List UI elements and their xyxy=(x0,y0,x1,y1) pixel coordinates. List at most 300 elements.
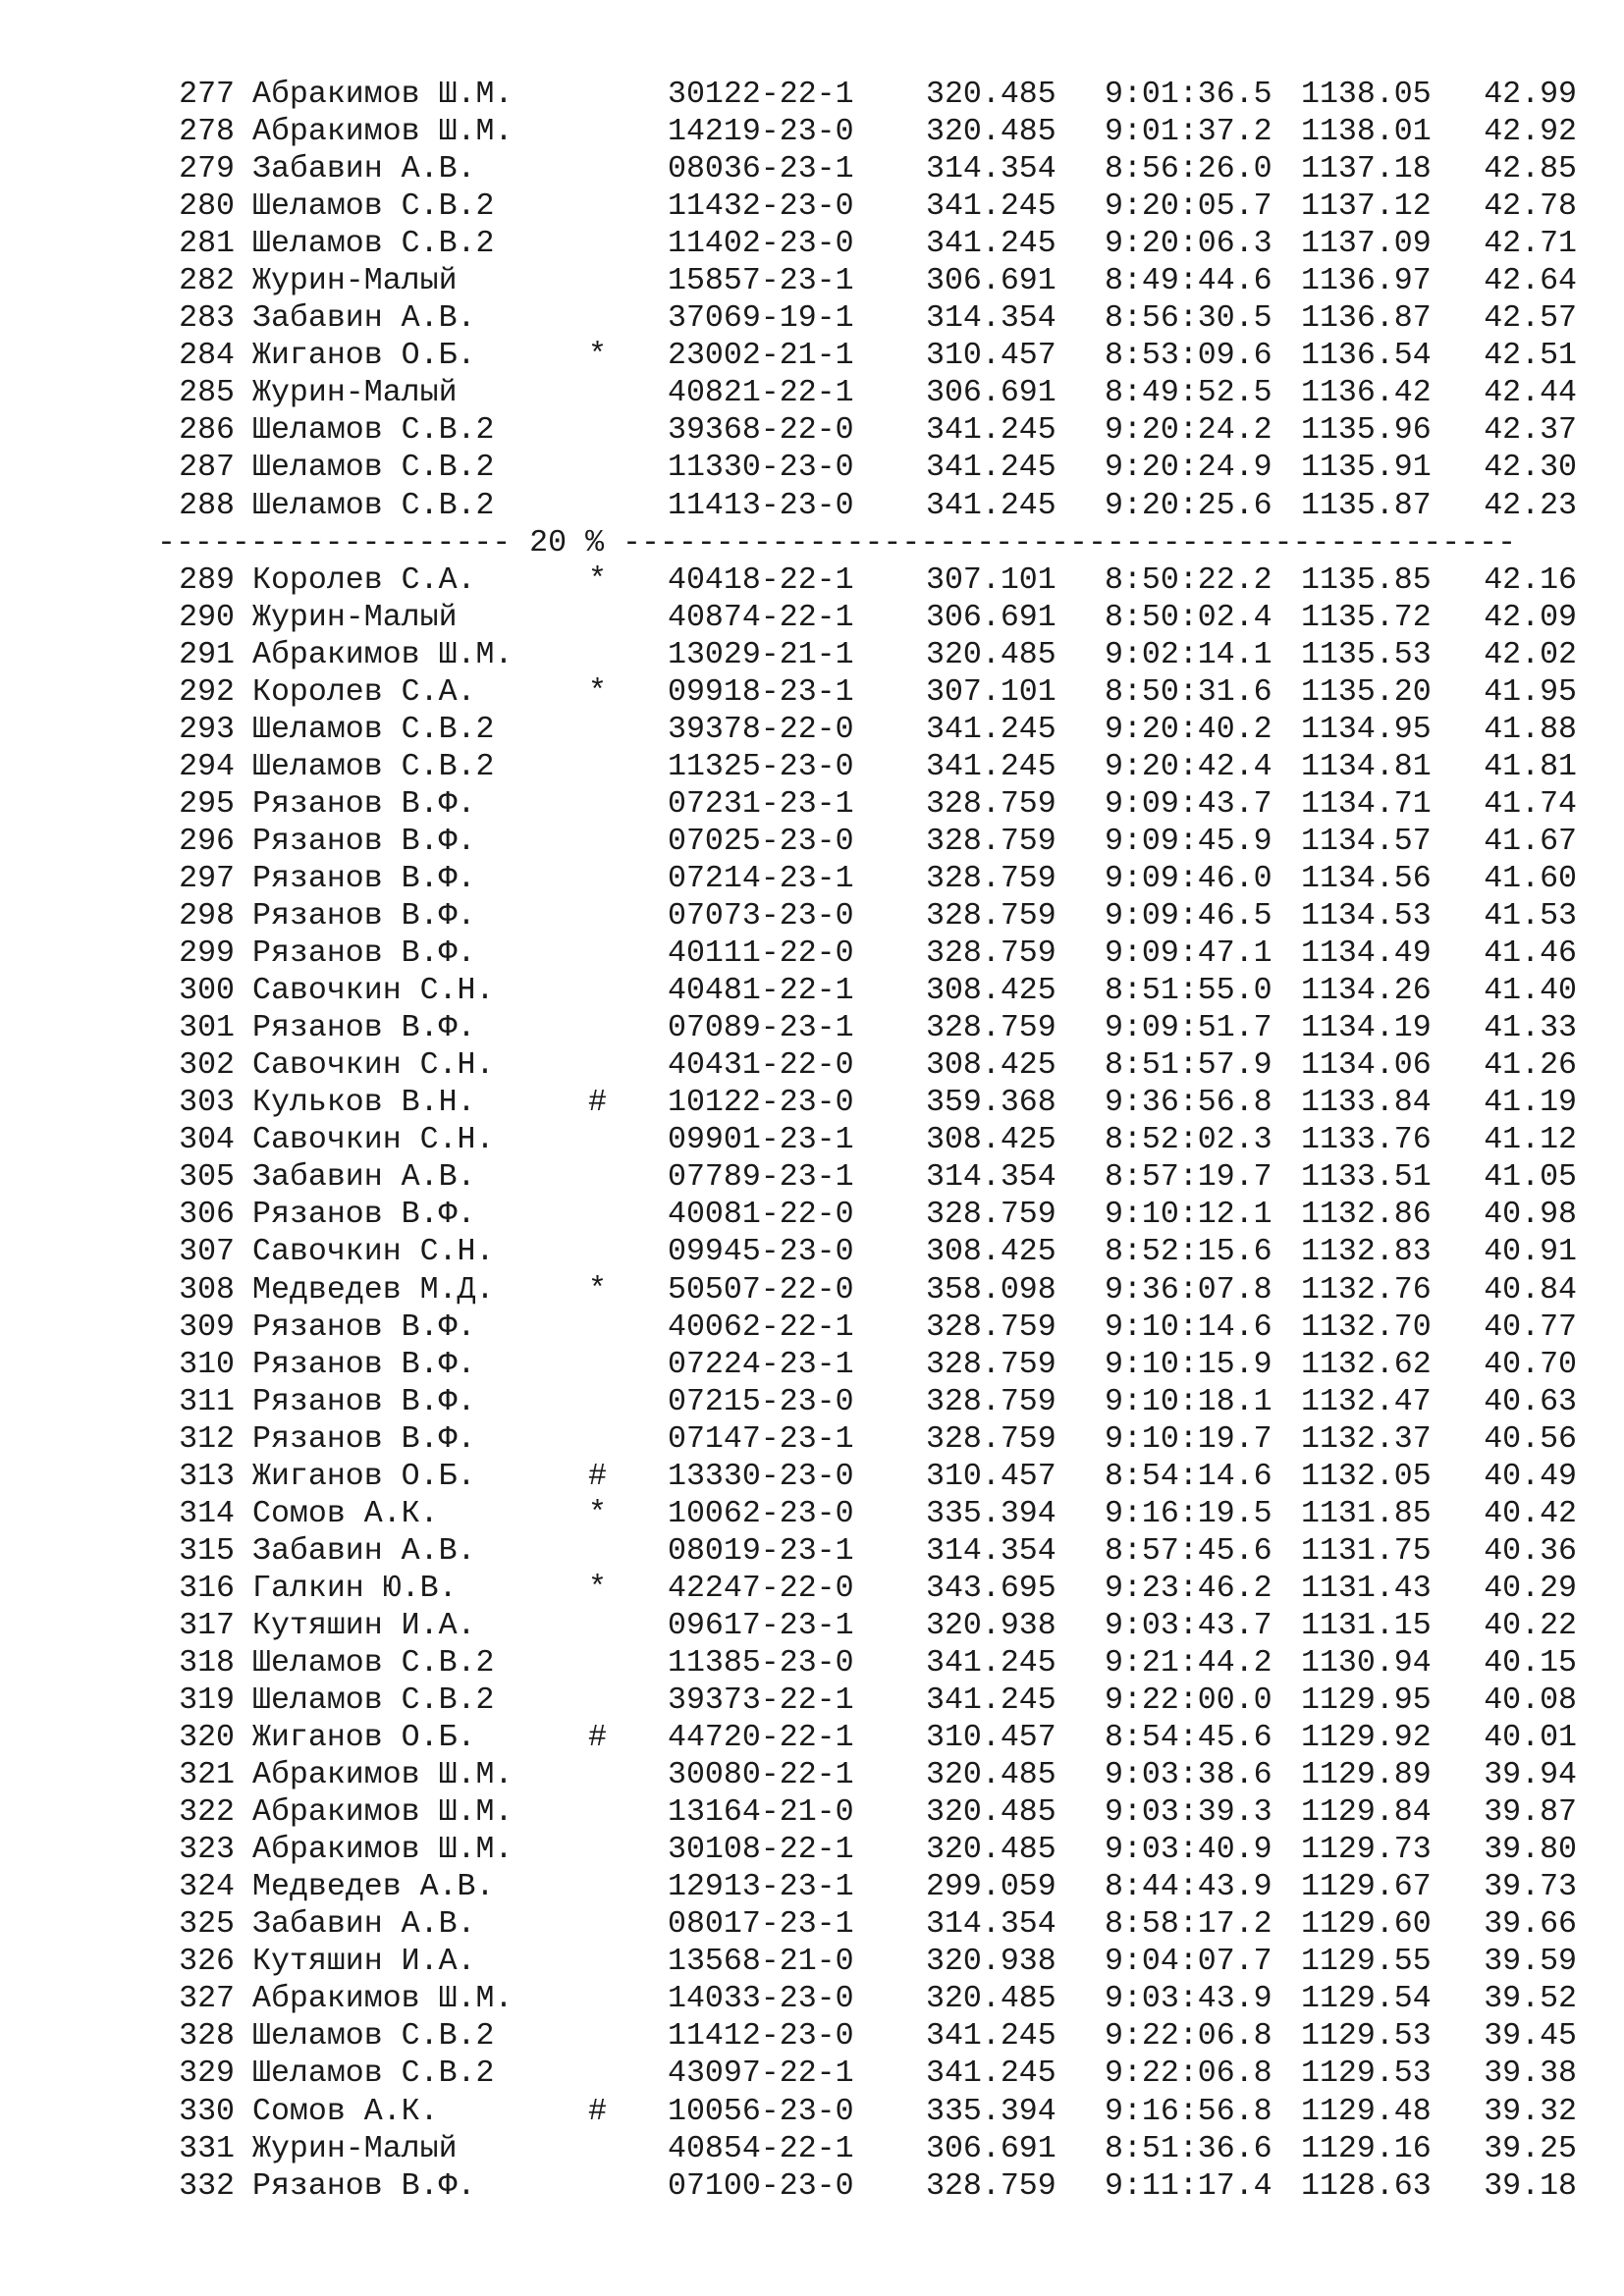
arrival-time: 9:20:05.7 xyxy=(1105,189,1272,225)
speed-value: 1132.83 xyxy=(1301,1235,1432,1270)
speed-value: 1137.09 xyxy=(1301,227,1432,262)
place-number: 283 xyxy=(179,301,235,337)
speed-value: 1131.75 xyxy=(1301,1533,1432,1569)
distance-km: 328.759 xyxy=(926,1384,1056,1419)
fancier-name: Рязанов В.Ф. xyxy=(252,824,476,859)
result-row xyxy=(157,600,1577,637)
arrival-time: 8:50:31.6 xyxy=(1105,674,1272,710)
coefficient-value: 40.01 xyxy=(1484,1721,1577,1756)
arrival-time: 9:22:00.0 xyxy=(1105,1683,1272,1719)
speed-value: 1132.05 xyxy=(1301,1459,1432,1494)
coefficient-value: 42.51 xyxy=(1484,339,1577,374)
result-row xyxy=(157,338,1577,375)
arrival-time: 8:53:09.6 xyxy=(1105,339,1272,374)
speed-value: 1131.15 xyxy=(1301,1608,1432,1643)
place-number: 300 xyxy=(179,974,235,1009)
fancier-name: Шеламов С.В.2 xyxy=(252,451,495,486)
speed-value: 1135.85 xyxy=(1301,562,1432,598)
speed-value: 1132.70 xyxy=(1301,1309,1432,1345)
distance-km: 320.938 xyxy=(926,1608,1056,1643)
arrival-time: 8:52:15.6 xyxy=(1105,1235,1272,1270)
mark-symbol: * xyxy=(588,562,607,598)
fancier-name: Савочкин С.Н. xyxy=(252,1123,495,1158)
fancier-name: Шеламов С.В.2 xyxy=(252,488,495,523)
distance-km: 310.457 xyxy=(926,339,1056,374)
arrival-time: 9:36:56.8 xyxy=(1105,1086,1272,1121)
speed-value: 1129.53 xyxy=(1301,2056,1432,2092)
coefficient-value: 39.59 xyxy=(1484,1945,1577,1980)
arrival-time: 8:50:22.2 xyxy=(1105,562,1272,598)
coefficient-value: 41.81 xyxy=(1484,749,1577,784)
result-row xyxy=(157,1794,1577,1832)
result-row xyxy=(157,1682,1577,1720)
arrival-time: 9:09:51.7 xyxy=(1105,1011,1272,1046)
ring-number: 09617-23-1 xyxy=(668,1608,854,1643)
result-row xyxy=(157,1906,1577,1944)
result-row xyxy=(157,1981,1577,2018)
place-number: 308 xyxy=(179,1272,235,1308)
arrival-time: 8:56:26.0 xyxy=(1105,152,1272,187)
ring-number: 42247-22-0 xyxy=(668,1571,854,1606)
speed-value: 1132.86 xyxy=(1301,1198,1432,1233)
place-number: 280 xyxy=(179,189,235,225)
coefficient-value: 42.99 xyxy=(1484,78,1577,112)
place-number: 286 xyxy=(179,413,235,449)
mark-symbol: * xyxy=(588,1272,607,1308)
arrival-time: 9:10:18.1 xyxy=(1105,1384,1272,1419)
ring-number: 13330-23-0 xyxy=(668,1459,854,1494)
speed-value: 1128.63 xyxy=(1301,2168,1432,2204)
fancier-name: Рязанов В.Ф. xyxy=(252,1309,476,1345)
speed-value: 1134.06 xyxy=(1301,1048,1432,1084)
place-number: 288 xyxy=(179,488,235,523)
result-row xyxy=(157,1459,1577,1496)
speed-value: 1137.18 xyxy=(1301,152,1432,187)
result-row xyxy=(157,1944,1577,1981)
coefficient-value: 41.19 xyxy=(1484,1086,1577,1121)
arrival-time: 9:09:46.5 xyxy=(1105,899,1272,934)
arrival-time: 9:20:40.2 xyxy=(1105,712,1272,747)
fancier-name: Рязанов В.Ф. xyxy=(252,2168,476,2204)
result-row xyxy=(157,1533,1577,1571)
speed-value: 1129.95 xyxy=(1301,1683,1432,1719)
result-row xyxy=(157,1869,1577,1906)
fancier-name: Рязанов В.Ф. xyxy=(252,1421,476,1457)
speed-value: 1131.85 xyxy=(1301,1496,1432,1531)
speed-value: 1134.95 xyxy=(1301,712,1432,747)
fancier-name: Кульков В.Н. xyxy=(252,1086,476,1121)
fancier-name: Абракимов Ш.М. xyxy=(252,1833,514,1868)
coefficient-value: 41.88 xyxy=(1484,712,1577,747)
coefficient-value: 42.71 xyxy=(1484,227,1577,262)
coefficient-value: 40.15 xyxy=(1484,1645,1577,1681)
place-number: 320 xyxy=(179,1721,235,1756)
arrival-time: 8:57:45.6 xyxy=(1105,1533,1272,1569)
coefficient-value: 41.67 xyxy=(1484,824,1577,859)
place-number: 282 xyxy=(179,264,235,299)
distance-km: 328.759 xyxy=(926,786,1056,822)
place-number: 313 xyxy=(179,1459,235,1494)
speed-value: 1132.76 xyxy=(1301,1272,1432,1308)
ring-number: 39368-22-0 xyxy=(668,413,854,449)
distance-km: 341.245 xyxy=(926,1683,1056,1719)
distance-km: 308.425 xyxy=(926,1048,1056,1084)
result-row xyxy=(157,1010,1577,1047)
arrival-time: 9:36:07.8 xyxy=(1105,1272,1272,1308)
speed-value: 1138.05 xyxy=(1301,78,1432,112)
result-row xyxy=(157,151,1577,188)
result-row xyxy=(157,1085,1577,1122)
fancier-name: Шеламов С.В.2 xyxy=(252,749,495,784)
result-row xyxy=(157,1347,1577,1384)
speed-value: 1129.89 xyxy=(1301,1758,1432,1793)
coefficient-value: 39.73 xyxy=(1484,1870,1577,1905)
place-number: 297 xyxy=(179,861,235,896)
place-number: 309 xyxy=(179,1309,235,1345)
place-number: 321 xyxy=(179,1758,235,1793)
result-row xyxy=(157,1832,1577,1869)
distance-km: 335.394 xyxy=(926,1496,1056,1531)
distance-km: 320.485 xyxy=(926,78,1056,112)
result-row xyxy=(157,712,1577,749)
fancier-name: Рязанов В.Ф. xyxy=(252,861,476,896)
rows-before-separator xyxy=(157,77,1577,525)
ring-number: 13568-21-0 xyxy=(668,1945,854,1980)
result-row xyxy=(157,1757,1577,1794)
place-number: 325 xyxy=(179,1907,235,1943)
fancier-name: Забавин А.В. xyxy=(252,301,476,337)
speed-value: 1129.16 xyxy=(1301,2131,1432,2166)
place-number: 303 xyxy=(179,1086,235,1121)
coefficient-value: 41.05 xyxy=(1484,1160,1577,1196)
arrival-time: 9:16:19.5 xyxy=(1105,1496,1272,1531)
coefficient-value: 42.30 xyxy=(1484,451,1577,486)
place-number: 326 xyxy=(179,1945,235,1980)
ring-number: 40431-22-0 xyxy=(668,1048,854,1084)
speed-value: 1133.84 xyxy=(1301,1086,1432,1121)
coefficient-value: 41.74 xyxy=(1484,786,1577,822)
ring-number: 07073-23-0 xyxy=(668,899,854,934)
place-number: 319 xyxy=(179,1683,235,1719)
distance-km: 341.245 xyxy=(926,1645,1056,1681)
distance-km: 306.691 xyxy=(926,376,1056,411)
arrival-time: 8:51:55.0 xyxy=(1105,974,1272,1009)
arrival-time: 8:49:52.5 xyxy=(1105,376,1272,411)
place-number: 306 xyxy=(179,1198,235,1233)
fancier-name: Сомов А.К. xyxy=(252,2094,439,2129)
result-row xyxy=(157,1159,1577,1197)
distance-km: 320.485 xyxy=(926,1758,1056,1793)
speed-value: 1135.96 xyxy=(1301,413,1432,449)
distance-km: 314.354 xyxy=(926,1160,1056,1196)
place-number: 277 xyxy=(179,78,235,112)
result-row xyxy=(157,898,1577,935)
result-row xyxy=(157,77,1577,114)
coefficient-value: 42.92 xyxy=(1484,115,1577,150)
distance-km: 314.354 xyxy=(926,152,1056,187)
place-number: 322 xyxy=(179,1795,235,1831)
fancier-name: Забавин А.В. xyxy=(252,1160,476,1196)
mark-symbol: # xyxy=(588,2094,607,2129)
fancier-name: Кутяшин И.А. xyxy=(252,1608,476,1643)
ring-number: 07214-23-1 xyxy=(668,861,854,896)
result-row xyxy=(157,375,1577,412)
ring-number: 40821-22-1 xyxy=(668,376,854,411)
place-number: 284 xyxy=(179,339,235,374)
arrival-time: 8:51:36.6 xyxy=(1105,2131,1272,2166)
result-row xyxy=(157,263,1577,300)
result-row xyxy=(157,935,1577,973)
coefficient-value: 42.23 xyxy=(1484,488,1577,523)
arrival-time: 8:52:02.3 xyxy=(1105,1123,1272,1158)
fancier-name: Королев С.А. xyxy=(252,562,476,598)
ring-number: 40081-22-0 xyxy=(668,1198,854,1233)
ring-number: 09918-23-1 xyxy=(668,674,854,710)
coefficient-value: 41.12 xyxy=(1484,1123,1577,1158)
speed-value: 1134.19 xyxy=(1301,1011,1432,1046)
ring-number: 40874-22-1 xyxy=(668,600,854,635)
place-number: 295 xyxy=(179,786,235,822)
arrival-time: 9:10:14.6 xyxy=(1105,1309,1272,1345)
result-row xyxy=(157,1608,1577,1645)
speed-value: 1134.56 xyxy=(1301,861,1432,896)
speed-value: 1136.42 xyxy=(1301,376,1432,411)
coefficient-value: 42.37 xyxy=(1484,413,1577,449)
coefficient-value: 39.66 xyxy=(1484,1907,1577,1943)
ring-number: 07100-23-0 xyxy=(668,2168,854,2204)
coefficient-value: 42.16 xyxy=(1484,562,1577,598)
distance-km: 310.457 xyxy=(926,1459,1056,1494)
arrival-time: 8:54:45.6 xyxy=(1105,1721,1272,1756)
mark-symbol: * xyxy=(588,1571,607,1606)
coefficient-value: 40.98 xyxy=(1484,1198,1577,1233)
speed-value: 1129.54 xyxy=(1301,1982,1432,2017)
arrival-time: 9:03:43.9 xyxy=(1105,1982,1272,2017)
ring-number: 40481-22-1 xyxy=(668,974,854,1009)
distance-km: 328.759 xyxy=(926,824,1056,859)
fancier-name: Шеламов С.В.2 xyxy=(252,712,495,747)
fancier-name: Шеламов С.В.2 xyxy=(252,2056,495,2092)
result-row xyxy=(157,1234,1577,1271)
result-row xyxy=(157,973,1577,1010)
ring-number: 08036-23-1 xyxy=(668,152,854,187)
coefficient-value: 39.80 xyxy=(1484,1833,1577,1868)
coefficient-value: 40.29 xyxy=(1484,1571,1577,1606)
distance-km: 341.245 xyxy=(926,488,1056,523)
result-row xyxy=(157,749,1577,786)
result-row xyxy=(157,1496,1577,1533)
arrival-time: 8:58:17.2 xyxy=(1105,1907,1272,1943)
distance-km: 328.759 xyxy=(926,2168,1056,2204)
fancier-name: Сомов А.К. xyxy=(252,1496,439,1531)
speed-value: 1135.91 xyxy=(1301,451,1432,486)
result-row xyxy=(157,1122,1577,1159)
arrival-time: 9:20:25.6 xyxy=(1105,488,1272,523)
fancier-name: Абракимов Ш.М. xyxy=(252,1982,514,2017)
coefficient-value: 39.45 xyxy=(1484,2019,1577,2055)
coefficient-value: 41.46 xyxy=(1484,936,1577,972)
ring-number: 09945-23-0 xyxy=(668,1235,854,1270)
ring-number: 37069-19-1 xyxy=(668,301,854,337)
result-row xyxy=(157,188,1577,226)
arrival-time: 9:02:14.1 xyxy=(1105,637,1272,672)
result-row xyxy=(157,488,1577,525)
distance-km: 328.759 xyxy=(926,1198,1056,1233)
fancier-name: Рязанов В.Ф. xyxy=(252,786,476,822)
ring-number: 13164-21-0 xyxy=(668,1795,854,1831)
distance-km: 314.354 xyxy=(926,1533,1056,1569)
fancier-name: Абракимов Ш.М. xyxy=(252,115,514,150)
fancier-name: Савочкин С.Н. xyxy=(252,1235,495,1270)
fancier-name: Журин-Малый xyxy=(252,264,458,299)
arrival-time: 9:16:56.8 xyxy=(1105,2094,1272,2129)
coefficient-value: 41.53 xyxy=(1484,899,1577,934)
ring-number: 30122-22-1 xyxy=(668,78,854,112)
speed-value: 1137.12 xyxy=(1301,189,1432,225)
fancier-name: Журин-Малый xyxy=(252,600,458,635)
distance-km: 308.425 xyxy=(926,1235,1056,1270)
arrival-time: 9:20:42.4 xyxy=(1105,749,1272,784)
arrival-time: 9:01:36.5 xyxy=(1105,78,1272,112)
arrival-time: 8:54:14.6 xyxy=(1105,1459,1272,1494)
fancier-name: Рязанов В.Ф. xyxy=(252,899,476,934)
ring-number: 43097-22-1 xyxy=(668,2056,854,2092)
distance-km: 341.245 xyxy=(926,712,1056,747)
fancier-name: Рязанов В.Ф. xyxy=(252,1384,476,1419)
result-row xyxy=(157,637,1577,674)
arrival-time: 9:09:47.1 xyxy=(1105,936,1272,972)
distance-km: 341.245 xyxy=(926,2056,1056,2092)
arrival-time: 9:22:06.8 xyxy=(1105,2056,1272,2092)
ring-number: 40111-22-0 xyxy=(668,936,854,972)
place-number: 301 xyxy=(179,1011,235,1046)
ring-number: 11330-23-0 xyxy=(668,451,854,486)
ring-number: 07147-23-1 xyxy=(668,1421,854,1457)
speed-value: 1133.76 xyxy=(1301,1123,1432,1158)
distance-km: 320.485 xyxy=(926,637,1056,672)
ring-number: 11413-23-0 xyxy=(668,488,854,523)
result-row xyxy=(157,226,1577,263)
coefficient-value: 39.32 xyxy=(1484,2094,1577,2129)
result-row xyxy=(157,2131,1577,2168)
place-number: 290 xyxy=(179,600,235,635)
arrival-time: 9:09:46.0 xyxy=(1105,861,1272,896)
place-number: 278 xyxy=(179,115,235,150)
ring-number: 44720-22-1 xyxy=(668,1721,854,1756)
coefficient-value: 40.36 xyxy=(1484,1533,1577,1569)
coefficient-value: 40.56 xyxy=(1484,1421,1577,1457)
speed-value: 1131.43 xyxy=(1301,1571,1432,1606)
distance-km: 299.059 xyxy=(926,1870,1056,1905)
distance-km: 341.245 xyxy=(926,2019,1056,2055)
coefficient-value: 39.18 xyxy=(1484,2168,1577,2204)
speed-value: 1129.92 xyxy=(1301,1721,1432,1756)
coefficient-value: 40.08 xyxy=(1484,1683,1577,1719)
coefficient-value: 40.42 xyxy=(1484,1496,1577,1531)
place-number: 310 xyxy=(179,1347,235,1382)
place-number: 302 xyxy=(179,1048,235,1084)
distance-km: 314.354 xyxy=(926,1907,1056,1943)
place-number: 289 xyxy=(179,562,235,598)
speed-value: 1134.57 xyxy=(1301,824,1432,859)
fancier-name: Жиганов О.Б. xyxy=(252,1721,476,1756)
distance-km: 341.245 xyxy=(926,189,1056,225)
place-number: 331 xyxy=(179,2131,235,2166)
fancier-name: Абракимов Ш.М. xyxy=(252,637,514,672)
distance-km: 308.425 xyxy=(926,1123,1056,1158)
fancier-name: Шеламов С.В.2 xyxy=(252,189,495,225)
arrival-time: 9:23:46.2 xyxy=(1105,1571,1272,1606)
result-row xyxy=(157,1047,1577,1085)
arrival-time: 8:51:57.9 xyxy=(1105,1048,1272,1084)
distance-km: 328.759 xyxy=(926,1309,1056,1345)
result-row xyxy=(157,1421,1577,1459)
arrival-time: 9:03:40.9 xyxy=(1105,1833,1272,1868)
coefficient-value: 40.91 xyxy=(1484,1235,1577,1270)
distance-km: 328.759 xyxy=(926,936,1056,972)
coefficient-value: 39.52 xyxy=(1484,1982,1577,2017)
coefficient-value: 39.87 xyxy=(1484,1795,1577,1831)
coefficient-value: 40.22 xyxy=(1484,1608,1577,1643)
place-number: 324 xyxy=(179,1870,235,1905)
fancier-name: Рязанов В.Ф. xyxy=(252,1011,476,1046)
arrival-time: 9:09:45.9 xyxy=(1105,824,1272,859)
mark-symbol: # xyxy=(588,1459,607,1494)
distance-km: 343.695 xyxy=(926,1571,1056,1606)
speed-value: 1136.97 xyxy=(1301,264,1432,299)
fancier-name: Абракимов Ш.М. xyxy=(252,78,514,112)
mark-symbol: # xyxy=(588,1721,607,1756)
coefficient-value: 40.84 xyxy=(1484,1272,1577,1308)
arrival-time: 9:03:43.7 xyxy=(1105,1608,1272,1643)
distance-km: 328.759 xyxy=(926,861,1056,896)
ring-number: 30080-22-1 xyxy=(668,1758,854,1793)
coefficient-value: 40.63 xyxy=(1484,1384,1577,1419)
fancier-name: Савочкин С.Н. xyxy=(252,1048,495,1084)
arrival-time: 8:44:43.9 xyxy=(1105,1870,1272,1905)
speed-value: 1129.67 xyxy=(1301,1870,1432,1905)
ring-number: 11402-23-0 xyxy=(668,227,854,262)
coefficient-value: 41.95 xyxy=(1484,674,1577,710)
speed-value: 1134.49 xyxy=(1301,936,1432,972)
distance-km: 320.485 xyxy=(926,1833,1056,1868)
distance-km: 307.101 xyxy=(926,674,1056,710)
distance-km: 341.245 xyxy=(926,413,1056,449)
distance-km: 306.691 xyxy=(926,2131,1056,2166)
distance-km: 328.759 xyxy=(926,1011,1056,1046)
arrival-time: 9:01:37.2 xyxy=(1105,115,1272,150)
distance-km: 358.098 xyxy=(926,1272,1056,1308)
result-row xyxy=(157,114,1577,151)
distance-km: 306.691 xyxy=(926,264,1056,299)
distance-km: 341.245 xyxy=(926,227,1056,262)
place-number: 298 xyxy=(179,899,235,934)
rows-after-separator xyxy=(157,562,1577,2206)
ring-number: 10062-23-0 xyxy=(668,1496,854,1531)
place-number: 316 xyxy=(179,1571,235,1606)
fancier-name: Галкин Ю.В. xyxy=(252,1571,458,1606)
speed-value: 1129.84 xyxy=(1301,1795,1432,1831)
mark-symbol: # xyxy=(588,1086,607,1121)
speed-value: 1134.53 xyxy=(1301,899,1432,934)
fancier-name: Шеламов С.В.2 xyxy=(252,227,495,262)
fancier-name: Журин-Малый xyxy=(252,376,458,411)
coefficient-value: 42.09 xyxy=(1484,600,1577,635)
speed-value: 1134.26 xyxy=(1301,974,1432,1009)
result-row xyxy=(157,1720,1577,1757)
fancier-name: Рязанов В.Ф. xyxy=(252,1347,476,1382)
arrival-time: 8:49:44.6 xyxy=(1105,264,1272,299)
